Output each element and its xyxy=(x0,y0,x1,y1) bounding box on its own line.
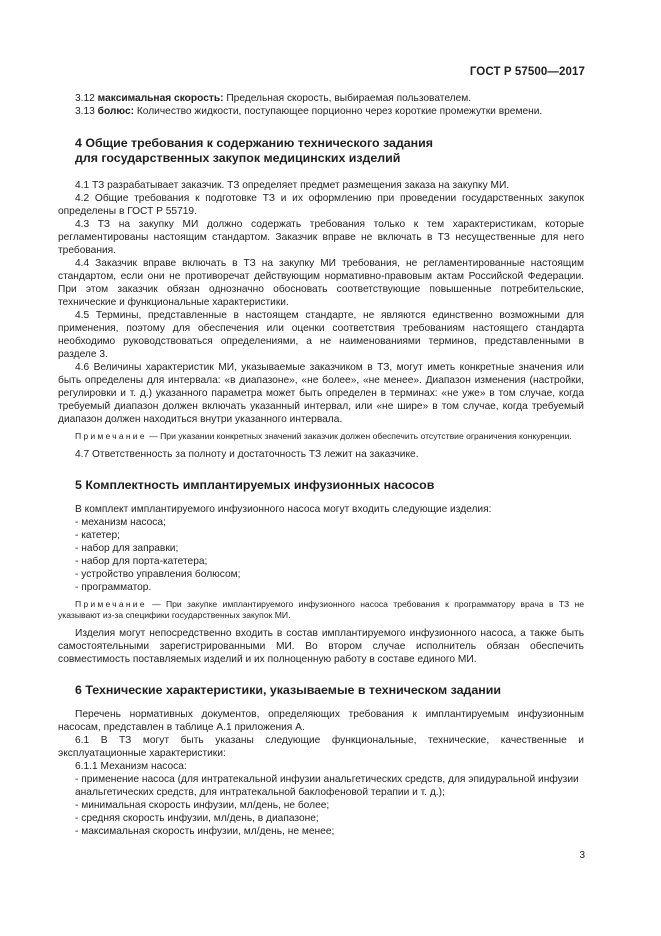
pump-mechanism-list xyxy=(58,773,584,838)
section-6-intro: Перечень нормативных документов, определяющих требования к имплантируемым инфузионным насосам, представлен в таблице А.1 приложения А. xyxy=(58,708,584,733)
list-item: - средняя скорость инфузии, мл/день, в диапазоне; xyxy=(75,812,319,824)
note-4 xyxy=(58,431,584,443)
para-4-3: 4.3 ТЗ на закупку МИ должно содержать требования только к тем характеристикам, которые регламентированы настоящим стандартом. Заказчик вправе не включать в ТЗ несущественные для него требования. xyxy=(58,219,584,256)
list-item: - катетер; xyxy=(75,529,120,541)
list-item: - максимальная скорость инфузии, мл/день, не менее; xyxy=(75,825,335,837)
definition-term: болюс: xyxy=(97,106,135,117)
para-6-1: 6.1 В ТЗ могут быть указаны следующие функциональные, технические, качественные и эксплуатационные характеристики: xyxy=(58,734,584,759)
definition-number: 3.12 xyxy=(75,93,95,104)
section-4-title-line2: для государственных закупок медицинских изделий xyxy=(75,151,401,165)
para-4-7: 4.7 Ответственность за полноту и достаточность ТЗ лежит на заказчике. xyxy=(75,448,419,460)
list-item: - применение насоса (для интратекальной инфузии анальгетических средств, для эпидуральной инфузии анальгетических средств, для интратекальной баклофеновой терапии и т. д.); xyxy=(75,773,579,798)
section-5-intro: В комплект имплантируемого инфузионного насоса могут входить следующие изделия: xyxy=(75,503,492,515)
definition-term: максимальная скорость: xyxy=(97,93,224,104)
note-5 xyxy=(58,599,584,622)
para-4-2: 4.2 Общие требования к подготовке ТЗ и их оформлению при проведении государственных закупок определены в ГОСТ Р 55719. xyxy=(58,193,584,217)
para-4-1: 4.1 ТЗ разрабатывает заказчик. ТЗ определяет предмет размещения заказа на закупку МИ. xyxy=(75,180,510,191)
section-5-paragraph: Изделия могут непосредственно входить в состав имплантируемого инфузионного насоса, а также быть самостоятельными зарегистрированными МИ. Во втором случае исполнитель обязан обеспечить совместимость поставляемых изделий и их полноценную работу в составе единого МИ. xyxy=(58,627,584,665)
list-item: - минимальная скорость инфузии, мл/день, не более; xyxy=(75,799,330,811)
section-4-title-line1: 4 Общие требования к содержанию технического задания xyxy=(75,136,433,150)
definition-3-13 xyxy=(58,105,584,118)
list-item: - программатор. xyxy=(75,581,152,593)
para-4-6: 4.6 Величины характеристик МИ, указываемые заказчиком в ТЗ, могут иметь конкретные значения или быть определены для интервала: «в диапазоне», «не более», «не менее». Диапазон изменения (настройки, регулировки и т. д.) указанного параметра может быть определен в терминах: «не уже» в том случае, когда требуемый диапазон должен включать указанный интервал, или «не шире» в том случае, когда требуемый диапазон должен находиться внутри указанного интервала. xyxy=(58,362,584,425)
page-content xyxy=(58,92,584,838)
standard-header: ГОСТ Р 57500—2017 xyxy=(469,66,585,78)
note-label: Примечание xyxy=(75,431,147,441)
definition-number: 3.13 xyxy=(75,106,95,117)
list-item: - набор для порта-катетера; xyxy=(75,555,208,567)
section-5-title: 5 Комплектность имплантируемых инфузионных насосов xyxy=(75,477,435,492)
definition-text: Количество жидкости, поступающее порционно через короткие промежутки времени. xyxy=(134,106,543,117)
note-text: — При указании конкретных значений заказчик должен обеспечить отсутствие ограничения конкуренции. xyxy=(146,431,572,441)
list-item: - механизм насоса; xyxy=(75,516,166,528)
section-6-title: 6 Технические характеристики, указываемые в техническом задании xyxy=(75,682,501,697)
note-label: Примечание xyxy=(75,598,147,609)
kit-list xyxy=(58,516,584,594)
definition-text: Предельная скорость, выбираемая пользователем. xyxy=(223,93,472,104)
note-text: — При закупке имплантируемого инфузионного насоса требования к программатору врача в ТЗ не указывают из-за специфики государственных закупок МИ. xyxy=(58,598,584,620)
para-6-1-1: 6.1.1 Механизм насоса: xyxy=(75,760,187,772)
page-number: 3 xyxy=(579,850,585,861)
para-4-4: 4.4 Заказчик вправе включать в ТЗ на закупку МИ требования, не регламентированные настоящим стандартом, если они не противоречат действующим нормативно-правовым актам Российской Федерации. При этом заказчик обязан однозначно обосновать соответствующие повышенные потребительские, технические и функциональные характеристики. xyxy=(58,258,584,308)
definition-3-12 xyxy=(58,92,584,105)
list-item: - набор для заправки; xyxy=(75,542,179,554)
list-item: - устройство управления болюсом; xyxy=(75,568,241,580)
para-4-5: 4.5 Термины, представленные в настоящем стандарте, не являются единственно возможными для применения, поэтому для обеспечения или оценки соответствия требованиям настоящего стандарта необходимо руководствоваться определениями, а не наименованиями терминов, представленными в разделе 3. xyxy=(58,310,584,360)
